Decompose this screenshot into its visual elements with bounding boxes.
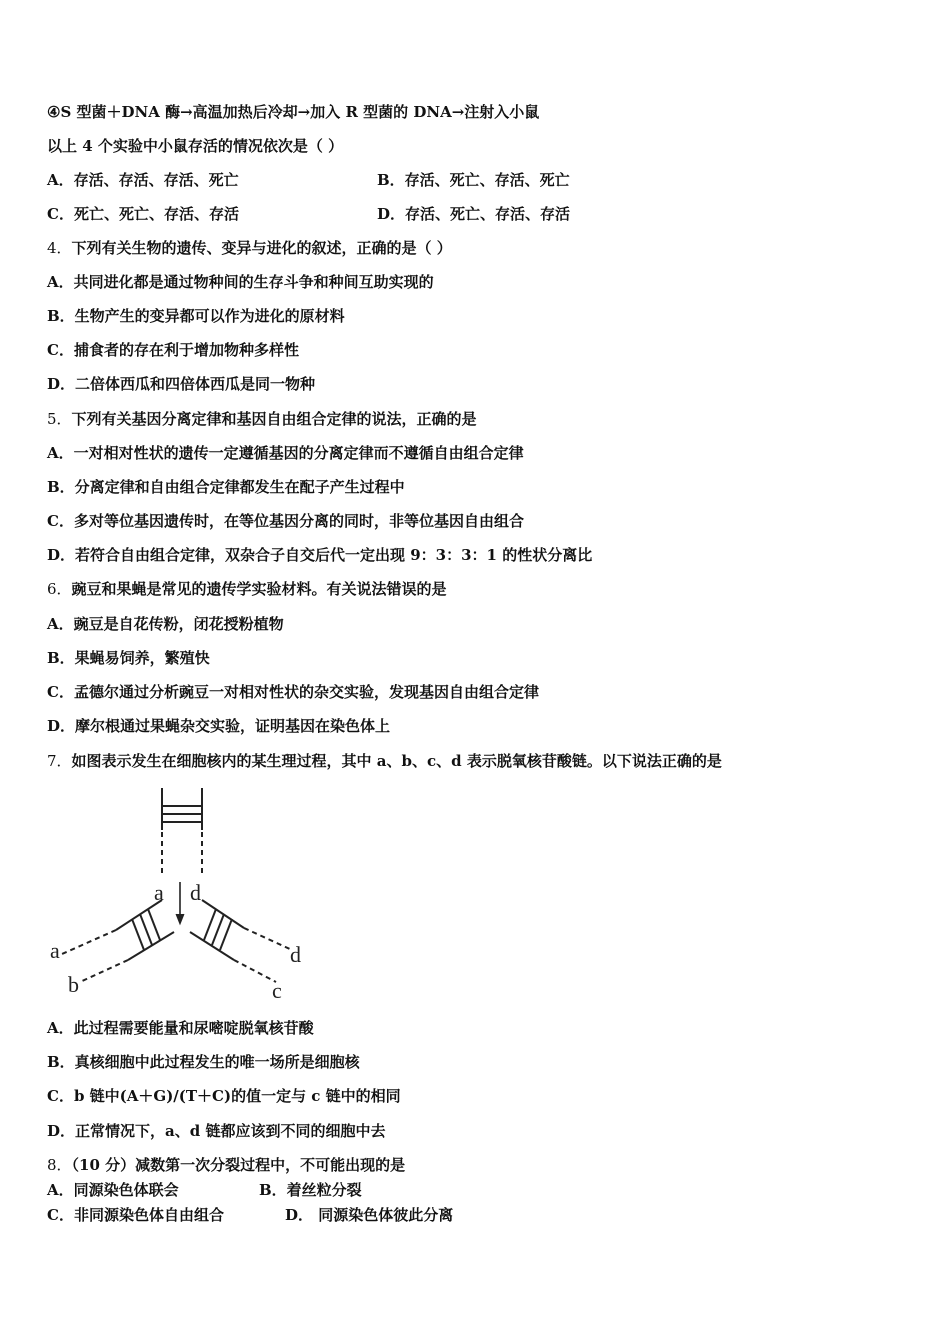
- label-right-c: c: [272, 978, 282, 1003]
- label-left-b: b: [68, 972, 79, 997]
- label-top-a: a: [154, 880, 164, 905]
- q4-option-a: A．共同进化都是通过物种间的生存斗争和种间互助实现的: [47, 273, 434, 291]
- q5-option-b: B．分离定律和自由组合定律都发生在配子产生过程中: [47, 478, 405, 496]
- q7-option-d: D．正常情况下，a、d 链都应该到不同的细胞中去: [47, 1122, 386, 1140]
- q4-option-c: C．捕食者的存在利于增加物种多样性: [47, 341, 299, 359]
- right-rung-1: [204, 909, 216, 940]
- q4-stem-line: [47, 238, 452, 258]
- left-strand-lower: [128, 932, 174, 960]
- direction-arrow-head: [176, 914, 184, 924]
- label-left-a: a: [50, 938, 60, 963]
- q7-option-b: B．真核细胞中此过程发生的唯一场所是细胞核: [47, 1053, 360, 1071]
- q8-option-c: C．非同源染色体自由组合: [47, 1206, 224, 1224]
- right-dash-c: [234, 960, 276, 982]
- q5-number: 5．: [47, 410, 72, 428]
- q8-option-b: B．着丝粒分裂: [259, 1181, 362, 1199]
- right-strand-lower: [190, 932, 234, 960]
- q3-stem: 以上 4 个实验中小鼠存活的情况依次是（ ）: [47, 137, 344, 155]
- q3-option-b: B．存活、死亡、存活、死亡: [377, 171, 570, 189]
- q5-option-a: A．一对相对性状的遗传一定遵循基因的分离定律而不遵循自由组合定律: [47, 444, 524, 462]
- q8-stem-line: [47, 1155, 405, 1175]
- q5-option-d: D．若符合自由组合定律，双杂合子自交后代一定出现 9：3：3：1 的性状分离比: [47, 546, 593, 564]
- right-dash-d: [244, 928, 292, 950]
- q4-option-d: D．二倍体西瓜和四倍体西瓜是同一物种: [47, 375, 316, 393]
- q3-option-a: A．存活、存活、存活、死亡: [47, 171, 239, 189]
- left-rung-1: [148, 909, 160, 940]
- left-dash-a: [62, 930, 116, 954]
- dna-replication-diagram: [44, 782, 314, 1004]
- q6-option-a: A．豌豆是自花传粉，闭花授粉植物: [47, 615, 284, 633]
- q8-option-a: A．同源染色体联会: [47, 1181, 179, 1199]
- q4-stem: 下列有关生物的遗传、变异与进化的叙述，正确的是（ ）: [71, 239, 452, 257]
- q6-stem: 豌豆和果蝇是常见的遗传学实验材料。有关说法错误的是: [71, 580, 447, 598]
- label-right-d: d: [290, 942, 301, 967]
- q4-option-b: B．生物产生的变异都可以作为进化的原材料: [47, 307, 345, 325]
- q4-number: 4．: [47, 239, 72, 257]
- left-rung-2: [140, 914, 152, 945]
- q5-option-c: C．多对等位基因遗传时，在等位基因分离的同时，非等位基因自由组合: [47, 512, 524, 530]
- q3-item4: ④S 型菌＋DNA 酶→高温加热后冷却→加入 R 型菌的 DNA→注射入小鼠: [47, 103, 540, 121]
- q6-number: 6．: [47, 580, 72, 598]
- q6-option-c: C．孟德尔通过分析豌豆一对相对性状的杂交实验，发现基因自由组合定律: [47, 683, 539, 701]
- left-rung-3: [132, 919, 144, 950]
- left-dash-b: [80, 960, 128, 982]
- q7-number: 7．: [47, 752, 72, 770]
- right-rung-3: [220, 919, 232, 950]
- q7-stem-line: [47, 751, 722, 771]
- label-top-d: d: [190, 880, 201, 905]
- q3-option-d: D．存活、死亡、存活、存活: [377, 205, 571, 223]
- q5-stem: 下列有关基因分离定律和基因自由组合定律的说法，正确的是: [71, 410, 477, 428]
- q5-stem-line: [47, 409, 477, 429]
- q6-option-d: D．摩尔根通过果蝇杂交实验，证明基因在染色体上: [47, 717, 391, 735]
- q3-option-c: C．死亡、死亡、存活、存活: [47, 205, 239, 223]
- q8-option-d: D． 同源染色体彼此分离: [285, 1206, 454, 1224]
- q7-option-c: C．b 链中(A＋G)/(T＋C)的值一定与 c 链中的相同: [47, 1087, 401, 1105]
- q6-option-b: B．果蝇易饲养，繁殖快: [47, 649, 210, 667]
- q7-option-a: A．此过程需要能量和尿嘧啶脱氧核苷酸: [47, 1019, 314, 1037]
- q7-stem: 如图表示发生在细胞核内的某生理过程，其中 a、b、c、d 表示脱氧核苷酸链。以下说法正确的是: [71, 752, 722, 770]
- q8-stem: （10 分）减数第一次分裂过程中，不可能出现的是: [71, 1156, 406, 1174]
- right-rung-2: [212, 914, 224, 945]
- q6-stem-line: [47, 579, 447, 599]
- q8-number: 8．: [47, 1156, 72, 1174]
